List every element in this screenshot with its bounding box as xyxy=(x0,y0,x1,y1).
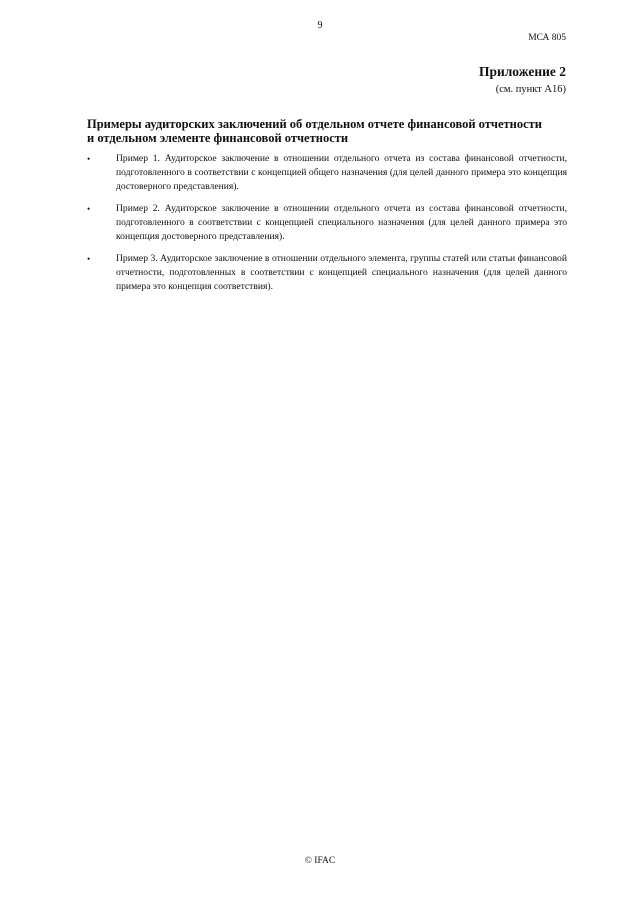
appendix-title: Приложение 2 xyxy=(478,64,566,79)
list-item-example-2 xyxy=(87,202,567,244)
page-number: 9 xyxy=(317,20,323,31)
list-item-example-1 xyxy=(87,152,567,194)
footer-copyright: © IFAC xyxy=(304,856,336,866)
bullet-icon: • xyxy=(87,254,91,264)
section-heading-line-1: Примеры аудиторских заключений об отдельном отчете финансовой отчетности xyxy=(87,117,542,131)
appendix-reference: (см. пункт A16) xyxy=(495,84,566,95)
section-heading xyxy=(87,117,587,145)
examples-list xyxy=(87,152,567,302)
example-3-text: Пример 3. Аудиторское заключение в отношении отдельного элемента, группы статей или статьи финансовой отчетности, подготовленных в соответствии с концепцией специального назначения (для целей данного примера это концепция соответствия). xyxy=(116,253,567,292)
example-1-text: Пример 1. Аудиторское заключение в отношении отдельного отчета из состава финансовой отчетности, подготовленного в соответствии с концепцией общего назначения (для целей данного примера это концепция достоверного представления). xyxy=(116,153,567,192)
standard-code: МСА 805 xyxy=(528,33,566,43)
bullet-icon: • xyxy=(87,204,91,214)
bullet-icon: • xyxy=(87,154,91,164)
list-item-example-3 xyxy=(87,252,567,294)
section-heading-line-2: и отдельном элементе финансовой отчетности xyxy=(87,131,349,145)
example-2-text: Пример 2. Аудиторское заключение в отношении отдельного отчета из состава финансовой отчетности, подготовленного в соответствии с концепцией специального назначения (для целей данного примера это концепция достоверного представления). xyxy=(116,203,567,242)
